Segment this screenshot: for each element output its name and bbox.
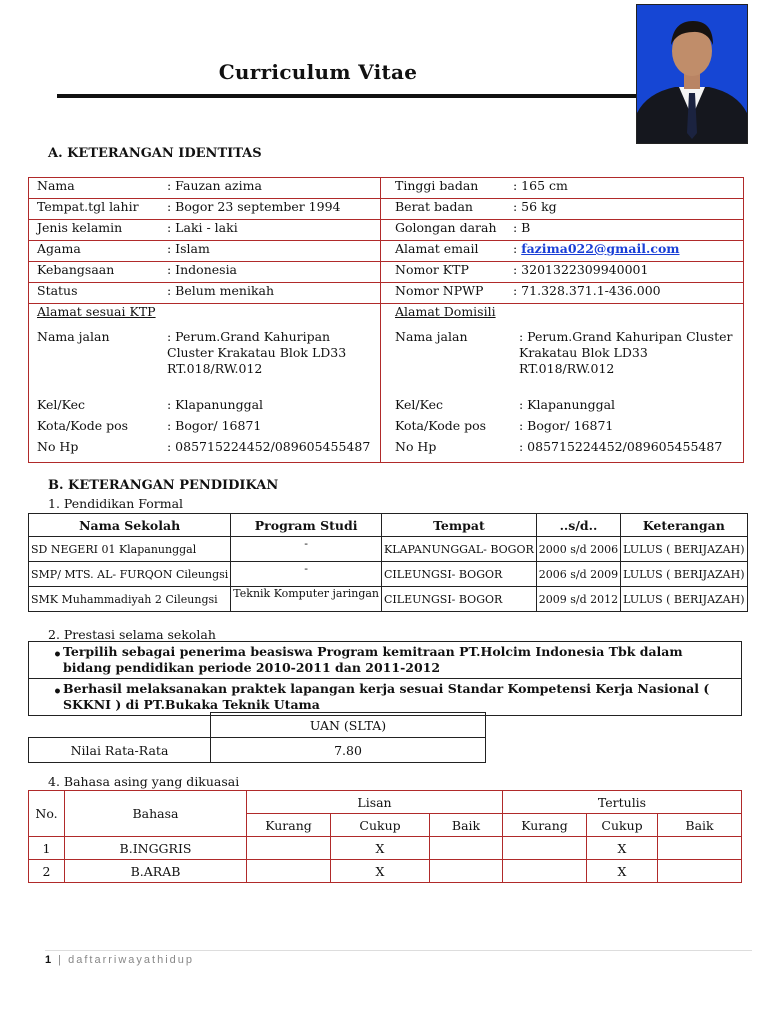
page-title: Curriculum Vitae [218, 60, 418, 84]
edu-row [29, 537, 748, 562]
identity-label: Tinggi badan [381, 178, 505, 199]
edu-cell: SMP/ MTS. AL- FURQON Cileungsi [29, 562, 231, 587]
edu-cell: 2006 s/d 2009 [536, 562, 620, 587]
language-no: 1 [29, 837, 65, 860]
ktp-street-label: Nama jalan [37, 329, 110, 344]
language-level-cell: X [587, 837, 658, 860]
uan-empty-cell [29, 713, 211, 738]
section-education-heading: B. KETERANGAN PENDIDIKAN [48, 478, 279, 493]
ktp-phone-value: : 085715224452/089605455487 [167, 439, 371, 454]
identity-row [29, 220, 743, 241]
identity-row [29, 199, 743, 220]
lang-level-header: Baik [658, 814, 742, 837]
page-footer [45, 954, 194, 966]
languages-table [28, 790, 742, 883]
edu-cell: CILEUNGSI- BOGOR [382, 562, 537, 587]
identity-value: : Laki - laki [159, 220, 381, 241]
identity-label: Jenis kelamin [29, 220, 159, 241]
lang-level-header: Cukup [331, 814, 430, 837]
language-level-cell [503, 837, 587, 860]
domicile-kel-label: Kel/Kec [395, 397, 444, 412]
edu-cell: LULUS ( BERIJAZAH) [621, 587, 747, 612]
domicile-street-label: Nama jalan [395, 329, 468, 344]
language-level-cell [430, 837, 503, 860]
edu-header: Nama Sekolah [29, 514, 231, 537]
identity-value: : 56 kg [505, 199, 743, 220]
page-number: 1 [45, 954, 54, 966]
identity-label: Berat badan [381, 199, 505, 220]
language-level-cell: X [331, 860, 430, 883]
domicile-phone-value: : 085715224452/089605455487 [519, 439, 723, 454]
identity-label: Tempat.tgl lahir [29, 199, 159, 220]
edu-cell: 2000 s/d 2006 [536, 537, 620, 562]
language-no: 2 [29, 860, 65, 883]
lang-level-header: Kurang [503, 814, 587, 837]
edu-cell: LULUS ( BERIJAZAH) [621, 537, 747, 562]
identity-label: Nomor NPWP [381, 283, 505, 304]
identity-label: Status [29, 283, 159, 304]
language-name: B.ARAB [65, 860, 247, 883]
achievement-text: Terpilih sebagai penerima beasiswa Program kemitraan PT.Holcim Indonesia Tbk dalam bidang pendidikan periode 2010-2011 dan 2011-2012 [63, 644, 683, 675]
ktp-kel-label: Kel/Kec [37, 397, 86, 412]
edu-cell: SMK Muhammadiyah 2 Cileungsi [29, 587, 231, 612]
education-table [28, 513, 748, 612]
language-level-cell: X [331, 837, 430, 860]
lang-header-oral: Lisan [247, 791, 503, 814]
identity-value: : Indonesia [159, 262, 381, 283]
language-level-cell [247, 837, 331, 860]
uan-header: UAN (SLTA) [211, 713, 486, 738]
domicile-address-heading: Alamat Domisili [395, 304, 496, 319]
lang-level-header: Cukup [587, 814, 658, 837]
section-identity-heading: A. KETERANGAN IDENTITAS [48, 146, 262, 161]
identity-value [505, 241, 743, 262]
ktp-phone-label: No Hp [37, 439, 79, 454]
identity-row [29, 283, 743, 304]
identity-value: : 3201322309940001 [505, 262, 743, 283]
language-level-cell [658, 860, 742, 883]
footer-text: daftarriwayathidup [68, 954, 194, 966]
domicile-street-value: : Perum.Grand Kahuripan Cluster Krakatau Blok LD33 RT.018/RW.012 [519, 329, 733, 376]
edu-cell: 2009 s/d 2012 [536, 587, 620, 612]
uan-label: Nilai Rata-Rata [29, 738, 211, 763]
identity-value: : B [505, 220, 743, 241]
edu-row [29, 562, 748, 587]
language-level-cell: X [587, 860, 658, 883]
domicile-city-label: Kota/Kode pos [395, 418, 487, 433]
achievements-table [28, 641, 742, 716]
identity-label: Kebangsaan [29, 262, 159, 283]
uan-value: 7.80 [211, 738, 486, 763]
edu-cell: LULUS ( BERIJAZAH) [621, 562, 747, 587]
lang-header-written: Tertulis [503, 791, 742, 814]
ktp-address-heading: Alamat sesuai KTP [37, 304, 156, 319]
achievement-row [29, 642, 742, 679]
edu-cell: - [231, 537, 382, 562]
domicile-kel-value: : Klapanunggal [519, 397, 616, 412]
identity-divider [380, 178, 381, 462]
email-prefix: : [513, 241, 522, 256]
identity-label: Agama [29, 241, 159, 262]
language-row [29, 860, 742, 883]
edu-header: Keterangan [621, 514, 747, 537]
edu-header: ..s/d.. [536, 514, 620, 537]
email-link[interactable]: fazima022@gmail.com [521, 241, 680, 256]
identity-value: : Belum menikah [159, 283, 381, 304]
edu-cell: Teknik Komputer jaringan [231, 587, 382, 612]
identity-label: Golongan darah [381, 220, 505, 241]
achievement-cell [29, 642, 742, 679]
languages-heading: 4. Bahasa asing yang dikuasai [48, 774, 240, 789]
achievements-heading: 2. Prestasi selama sekolah [48, 627, 216, 642]
domicile-city-value: : Bogor/ 16871 [519, 418, 614, 433]
edu-header: Tempat [382, 514, 537, 537]
formal-education-heading: 1. Pendidikan Formal [48, 496, 184, 511]
bullet-icon: • [53, 647, 62, 663]
identity-table [28, 177, 744, 463]
identity-value: : Fauzan azima [159, 178, 381, 199]
identity-row [29, 178, 743, 199]
achievement-cell [29, 679, 742, 716]
lang-level-header: Baik [430, 814, 503, 837]
footer-separator: | [53, 954, 69, 966]
identity-label: Nama [29, 178, 159, 199]
ktp-city-label: Kota/Kode pos [37, 418, 129, 433]
edu-cell: CILEUNGSI- BOGOR [382, 587, 537, 612]
identity-label: Nomor KTP [381, 262, 505, 283]
identity-row [29, 262, 743, 283]
language-level-cell [658, 837, 742, 860]
edu-row [29, 587, 748, 612]
language-row [29, 837, 742, 860]
identity-value: : Bogor 23 september 1994 [159, 199, 381, 220]
identity-value: : Islam [159, 241, 381, 262]
lang-header-no: No. [29, 791, 65, 837]
lang-header-language: Bahasa [65, 791, 247, 837]
edu-cell: KLAPANUNGGAL- BOGOR [382, 537, 537, 562]
edu-header: Program Studi [231, 514, 382, 537]
profile-photo [636, 4, 748, 144]
identity-label: Alamat email [381, 241, 505, 262]
title-underline [57, 94, 636, 98]
lang-level-header: Kurang [247, 814, 331, 837]
achievement-text: Berhasil melaksanakan praktek lapangan kerja sesuai Standar Kompetensi Kerja Nasional ( SKKNI ) di PT.Bukaka Teknik Utama [63, 681, 710, 712]
language-name: B.INGGRIS [65, 837, 247, 860]
identity-value: : 165 cm [505, 178, 743, 199]
bullet-icon: • [53, 684, 62, 700]
uan-table [28, 712, 486, 763]
footer-divider [45, 950, 752, 951]
edu-cell: SD NEGERI 01 Klapanunggal [29, 537, 231, 562]
ktp-city-value: : Bogor/ 16871 [167, 418, 262, 433]
ktp-street-value: : Perum.Grand Kahuripan Cluster Krakatau Blok LD33 RT.018/RW.012 [167, 329, 347, 376]
identity-value: : 71.328.371.1-436.000 [505, 283, 743, 304]
language-level-cell [503, 860, 587, 883]
achievement-row [29, 679, 742, 716]
domicile-phone-label: No Hp [395, 439, 437, 454]
edu-cell: - [231, 562, 382, 587]
language-level-cell [430, 860, 503, 883]
language-level-cell [247, 860, 331, 883]
ktp-kel-value: : Klapanunggal [167, 397, 264, 412]
identity-row [29, 241, 743, 262]
